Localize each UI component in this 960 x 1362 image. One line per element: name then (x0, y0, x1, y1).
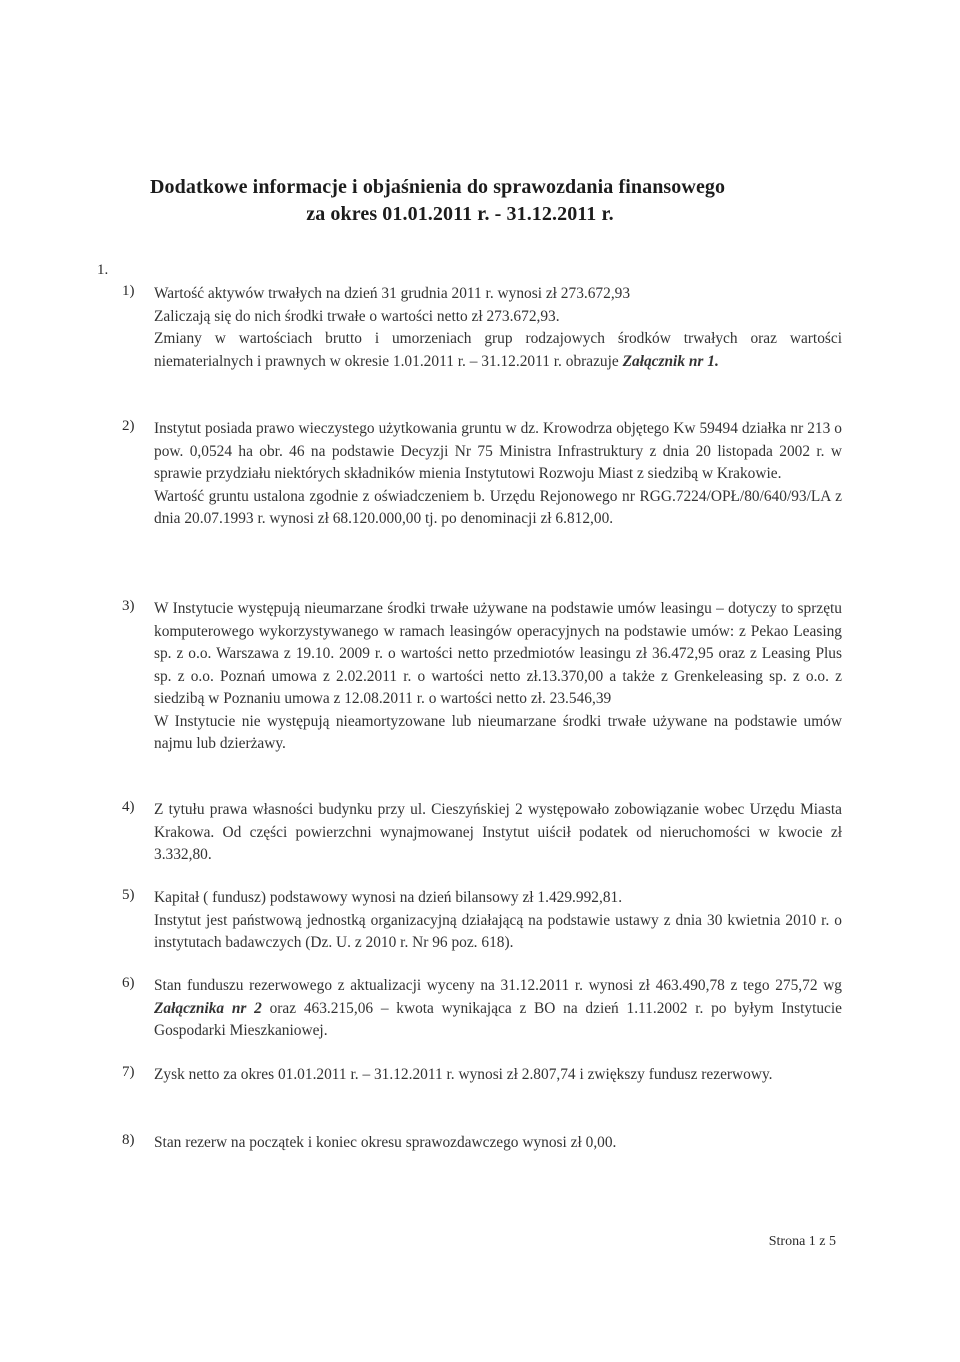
item-paragraph: Z tytułu prawa własności budynku przy ul. Cieszyńskiej 2 występowało zobowiązanie wobec Urzędu Miasta Krakowa. Od części powierzchni wynajmowanej Instytut uiścił podatek od nieruchomości w kwocie zł 3.332,80. (154, 801, 842, 863)
item-body (154, 1132, 842, 1155)
item-number: 1) (122, 283, 135, 299)
item-number: 5) (122, 887, 135, 903)
item-number: 7) (122, 1064, 135, 1080)
item-paragraph: Wartość gruntu ustalona zgodnie z oświadczeniem b. Urzędu Rejonowego nr RGG.7224/OPŁ/80/640/93/LA z dnia 20.07.1993 r. wynosi zł 68.120.000,00 tj. po denominacji zł 6.812,00. (154, 487, 842, 527)
item-number: 2) (122, 418, 135, 434)
item-body (154, 418, 842, 531)
item-body (154, 799, 842, 867)
item-paragraph: Instytut jest państwową jednostką organizacyjną działającą na podstawie ustawy z dnia 30 kwietnia 2010 r. o instytutach badawczych (Dz. U. z 2010 r. Nr 96 poz. 618). (154, 911, 842, 951)
item-number: 6) (122, 975, 135, 991)
attachment-reference: Załącznik nr 1. (622, 352, 719, 370)
item-body (154, 283, 842, 373)
page-number: Strona 1 z 5 (768, 1234, 836, 1249)
section-number: 1. (97, 262, 109, 278)
item-paragraph: Kapitał ( fundusz) podstawowy wynosi na dzień bilansowy zł 1.429.992,81. (154, 889, 623, 906)
item-paragraph: Instytut posiada prawo wieczystego użytkowania gruntu w dz. Krowodrza objętego Kw 59494 działka nr 213 o pow. 0,0524 ha obr. 46 na podstawie Decyzji Nr 75 Ministra Infrastruktury z dnia 20 listopada 2002 r. w sprawie przydziału niektórych składników mienia Instytutowi Rozwoju Miast z siedzibą w Krakowie. (154, 420, 842, 482)
item-number: 3) (122, 598, 135, 614)
item-body (154, 975, 842, 1043)
item-paragraph: Stan funduszu rezerwowego z aktualizacji wyceny na 31.12.2011 r. wynosi zł 463.490,78 z tego 275,72 wg Załącznika nr 2 oraz 463.215,06 – kwota wynikająca z BO na dzień 1.11.2002 r. po byłym Instytucie Gospodarki Mieszkaniowej. (154, 977, 842, 1039)
item-paragraph: W Instytucie nie występują nieamortyzowane lub nieumarzane środki trwałe używane na podstawie umów najmu lub dzierżawy. (154, 712, 842, 752)
item-number: 8) (122, 1132, 135, 1148)
item-body (154, 598, 842, 756)
item-paragraph: Zysk netto za okres 01.01.2011 r. – 31.12.2011 r. wynosi zł 2.807,74 i zwiększy fundusz rezerwowy. (154, 1066, 773, 1083)
item-paragraph: W Instytucie występują nieumarzane środki trwałe używane na podstawie umów leasingu – dotyczy to sprzętu komputerowego wykorzystywanego w ramach leasingów operacyjnych na podstawie umów: z Pekao Leasing sp. z o.o. Warszawa z 19.10. 2009 r. o wartości netto przedmiotów leasingu zł 36.472,95 oraz z Leasing Plus sp. z o.o. Poznań umowa z 2.02.2011 r. o wartości netto zł.13.370,00 a także z Grenkeleasing sp. z o.o. z siedzibą w Poznaniu umowa z 12.08.2011 r. o wartości netto zł. 23.546,39 (154, 600, 842, 707)
item-paragraph: Wartość aktywów trwałych na dzień 31 grudnia 2011 r. wynosi zł 273.672,93 (154, 285, 631, 302)
attachment-reference: Załącznika nr 2 (154, 999, 262, 1017)
item-number: 4) (122, 799, 135, 815)
item-paragraph: Stan rezerw na początek i koniec okresu sprawozdawczego wynosi zł 0,00. (154, 1134, 617, 1151)
item-body (154, 887, 842, 955)
document-title-line2: za okres 01.01.2011 r. - 31.12.2011 r. (306, 203, 614, 225)
document-title-line1: Dodatkowe informacje i objaśnienia do sprawozdania finansowego (150, 176, 726, 198)
item-body (154, 1064, 842, 1087)
item-paragraph: Zaliczają się do nich środki trwałe o wartości netto zł 273.672,93. (154, 307, 560, 325)
item-paragraph: Zmiany w wartościach brutto i umorzeniach grup rodzajowych środków trwałych oraz wartości niematerialnych i prawnych w okresie 1.01.2011 r. – 31.12.2011 r. obrazuje Załącznik nr 1. (154, 330, 842, 370)
